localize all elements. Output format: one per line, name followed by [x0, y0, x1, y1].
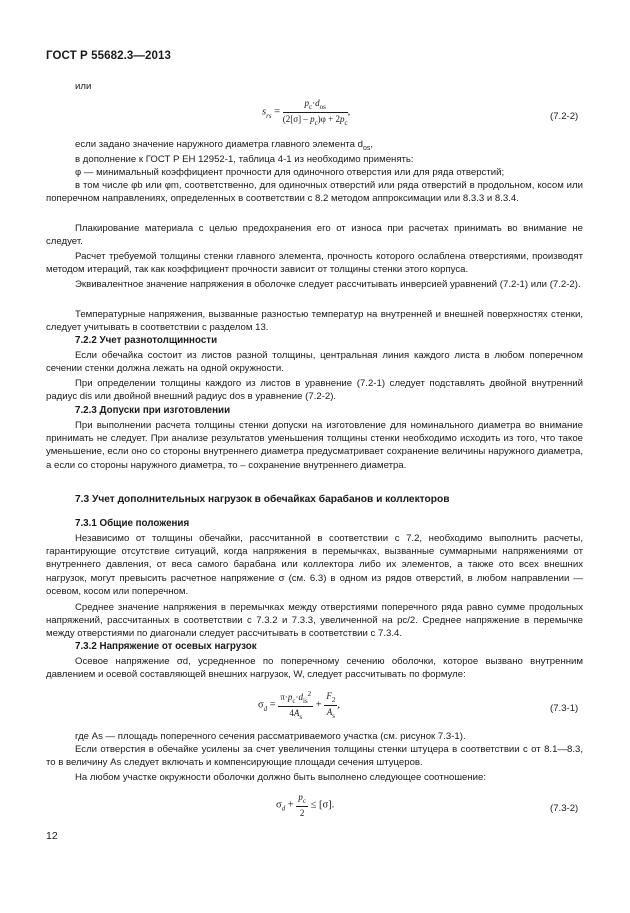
doc-header: ГОСТ Р 55682.3—2013 — [46, 50, 171, 62]
paragraph: Плакирование материала с целью предохранения его от износа при расчетах принимать во внимание не следует. — [46, 223, 583, 248]
equation-7-2-2: $s_{rs}$ = $\frac{p_c\cdot d_{os}}{(2[\sigma] - p_c)\varphi + 2p_c}$ , — [262, 98, 351, 127]
paragraph: При определении толщины каждого из листов в уравнение (7.2-1) следует подставлять двойной внутренний радиус dis или двойной внешний радиус dos в уравнение (7.2-2). — [46, 378, 583, 403]
fraction: $\frac{F_2}{A_s}$ — [326, 691, 336, 720]
paragraph: если задано значение наружного диаметра главного элемента $d_{os}$, — [75, 139, 374, 152]
section-heading: 7.3.1 Общие положения — [75, 518, 190, 529]
text-ili: или — [75, 81, 92, 92]
fraction: $\frac{p_c}{2}$ — [298, 792, 306, 818]
section-heading: 7.3.2 Напряжение от осевых нагрузок — [75, 641, 257, 652]
equation-7-3-2: $\sigma_d$ + $\frac{p_c}{2}$ ≤ [σ]. — [276, 792, 335, 818]
paragraph: в том числе φb или φm, соответственно, для одиночных отверстий или ряда отверстий в продольном, косом или поперечном направлениях, определенных в соответствии с 8.2 методом аппроксимации или 8.3.3 и 8.3.4. — [46, 180, 583, 205]
paragraph: Если обечайка состоит из листов разной толщины, центральная линия каждого листа в любом поперечном сечении стенки должна лежать на одной окружности. — [46, 350, 583, 375]
paragraph: При выполнении расчета толщины стенки допуски на изготовление для номинального диаметра во внимание принимать не следует. При анализе результатов уменьшения толщины стенки необходимо исходить из того, что такое уменьшение, если оно со стороны внутреннего диаметра предусматривает сохранение величины наружного диаметра, а если со стороны наружного диаметра, то – сохранение внутреннего диаметра. — [46, 420, 583, 471]
paragraph: На любом участке окружности оболочки должно быть выполнено следующее соотношение: — [75, 772, 487, 783]
paragraph: Независимо от толщины обечайки, рассчитанной в соответствии с 7.2, необходимо выполнить расчеты, гарантирующие отсутствие ситуаций, когда напряжения в перемычках, вызванные суммарными напряжениями от внутреннего давления, от веса самого барабана или коллектора либо их элементов, а также ото всех внешних нагрузок, могут превысить расчетное напряжение σ (см. 6.3) в одном из рядов отверстий, в любом направлении — осевом, косом или поперечном. — [46, 533, 583, 597]
equation-number: (7.3-1) — [550, 703, 579, 714]
section-heading: 7.2.3 Допуски при изготовлении — [75, 405, 231, 416]
equation-number: (7.2-2) — [550, 111, 579, 122]
equation-number: (7.3-2) — [550, 803, 579, 814]
paragraph: Если отверстия в обечайке усилены за счет увеличения толщины стенки штуцера в соответствии с от 8.1—8.3, то в величину As следует включать и компенсирующие площади сечения штуцеров. — [46, 744, 583, 769]
equation-7-3-1: $\sigma_d$ = $\frac{\pi\cdot p_c\cdot d_{is}^2}{4A_s}$ + $\frac{F_2}{A_s}$ , — [258, 690, 340, 721]
paragraph: в дополнение к ГОСТ Р ЕН 12952-1, таблица 4-1 из необходимо применять: — [75, 154, 414, 165]
page-number: 12 — [46, 830, 58, 842]
paragraph: Среднее значение напряжения в перемычках между отверстиями поперечного ряда равно сумме продольных напряжений, рассчитанных в соответствии с 7.3.2 и 7.3.3, увеличенной на pc/2. Среднее напряжение в перемычке между отверстиями по диагонали следует рассчитывать в соответствии с 7.3.4. — [46, 602, 583, 640]
section-heading: 7.2.2 Учет разнотолщинности — [75, 335, 218, 346]
paragraph: Температурные напряжения, вызванные разностью температур на внутренней и внешней поверхностях стенки, следует учитывать в соответствии с разделом 13. — [46, 309, 583, 334]
paragraph: Расчет требуемой толщины стенки главного элемента, прочность которого ослаблена отверстиями, производят методом итераций, так как коэффициент прочности зависит от толщины стенки этого корпуса. — [46, 251, 583, 276]
paragraph: Осевое напряжение σd, усредненное по поперечному сечению оболочки, которое вызвано внутренним давлением и осевой составляющей внешних нагрузок, W, следует рассчитывать по формуле: — [46, 656, 583, 681]
paragraph: где As — площадь поперечного сечения рассматриваемого участка (см. рисунок 7.3-1). — [75, 731, 466, 742]
paragraph: φ — минимальный коэффициент прочности для одиночного отверстия или для ряда отверстий; — [75, 167, 505, 178]
fraction: $\frac{\pi\cdot p_c\cdot d_{is}^2}{4A_s}$ — [280, 690, 312, 721]
fraction: $\frac{p_c\cdot d_{os}}{(2[\sigma] - p_c)\varphi + 2p_c}$ — [282, 98, 348, 127]
section-heading: 7.3 Учет дополнительных нагрузок в обечайках барабанов и коллекторов — [75, 494, 450, 505]
paragraph: Эквивалентное значение напряжения в оболочке следует рассчитывать инверсией уравнений (7.2-1) или (7.2-2). — [75, 279, 581, 290]
